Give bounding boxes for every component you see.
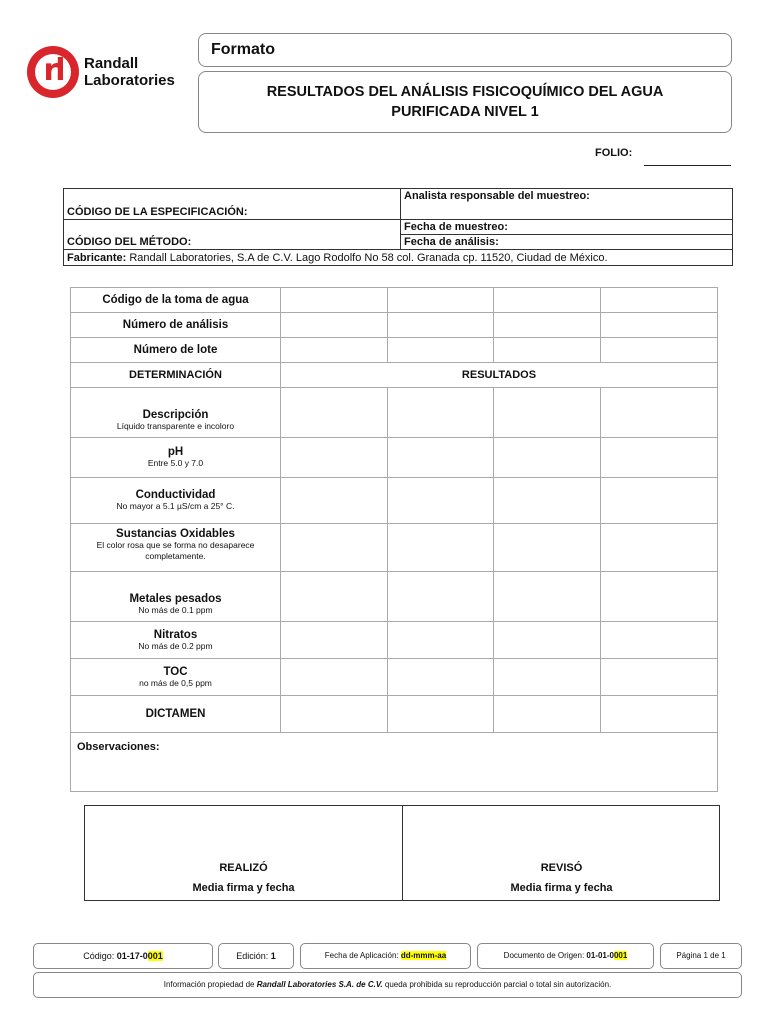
result-cell[interactable] [388, 338, 494, 363]
result-cell[interactable] [388, 388, 494, 438]
formato-label: Formato [198, 33, 732, 67]
result-cell[interactable] [494, 388, 601, 438]
conductividad-spec: No mayor a 5.1 µS/cm a 25° C. [116, 501, 235, 511]
result-cell[interactable] [388, 438, 494, 478]
documento-origen-label: Documento de Origen: [503, 951, 587, 960]
footer-documento-origen [477, 943, 654, 969]
codigo-toma-label: Código de la toma de agua [71, 288, 281, 313]
table-row [71, 438, 718, 478]
table-row [71, 622, 718, 659]
result-cell[interactable] [601, 338, 718, 363]
result-cell[interactable] [601, 572, 718, 622]
sustancias-cell [71, 524, 281, 572]
nitratos-cell [71, 622, 281, 659]
document-title-line1: RESULTADOS DEL ANÁLISIS FISICOQUÍMICO DEL AGUA [266, 84, 664, 100]
footer-fecha-aplicacion [300, 943, 471, 969]
realizo-signature[interactable] [85, 806, 402, 900]
result-cell[interactable] [281, 572, 388, 622]
table-row [71, 313, 718, 338]
fecha-muestreo-field[interactable]: Fecha de muestreo: [401, 220, 733, 235]
edicion-label: Edición: [236, 951, 271, 961]
result-cell[interactable] [494, 313, 601, 338]
table-row [71, 388, 718, 438]
table-row [71, 363, 718, 388]
result-cell[interactable] [388, 478, 494, 524]
resultados-header: RESULTADOS [281, 363, 718, 388]
result-cell[interactable] [601, 478, 718, 524]
ph-spec: Entre 5.0 y 7.0 [147, 458, 204, 468]
fecha-aplicacion-label: Fecha de Aplicación: [324, 951, 401, 960]
result-cell[interactable] [281, 338, 388, 363]
numero-analisis-label: Número de análisis [71, 313, 281, 338]
document-title [198, 71, 732, 133]
company-name-line2: Laboratories [84, 72, 175, 89]
codigo-especificacion-field[interactable]: CÓDIGO DE LA ESPECIFICACIÓN: [64, 189, 401, 220]
toc-cell [71, 659, 281, 696]
result-cell[interactable] [601, 438, 718, 478]
document-title-line2: PURIFICADA NIVEL 1 [391, 104, 539, 120]
result-cell[interactable] [388, 622, 494, 659]
specification-info-table [63, 188, 733, 266]
documento-origen-value-highlight: 001 [613, 951, 628, 960]
folio-label: FOLIO: [595, 147, 633, 159]
table-row [71, 478, 718, 524]
descripcion-label: Descripción [142, 409, 209, 421]
nitratos-spec: No más de 0.2 ppm [138, 640, 213, 651]
descripcion-spec: Líquido transparente e incoloro [116, 421, 235, 431]
numero-lote-label: Número de lote [71, 338, 281, 363]
result-cell[interactable] [281, 313, 388, 338]
result-cell[interactable] [388, 288, 494, 313]
sustancias-label: Sustancias Oxidables [116, 528, 235, 540]
reviso-signature[interactable] [402, 806, 720, 900]
result-cell[interactable] [494, 438, 601, 478]
result-cell[interactable] [388, 696, 494, 733]
table-row [71, 696, 718, 733]
result-cell[interactable] [281, 659, 388, 696]
metales-label: Metales pesados [129, 593, 222, 605]
result-cell[interactable] [281, 696, 388, 733]
fabricante-label: Fabricante: [67, 252, 127, 264]
codigo-metodo-field[interactable]: CÓDIGO DEL MÉTODO: [64, 220, 401, 250]
note-text-a: Información propiedad de [163, 980, 257, 989]
metales-cell [71, 572, 281, 622]
documento-origen-value-prefix: 01-01-0 [586, 951, 614, 960]
result-cell[interactable] [494, 524, 601, 572]
result-cell[interactable] [281, 622, 388, 659]
ph-cell [71, 438, 281, 478]
result-cell[interactable] [281, 438, 388, 478]
table-row [71, 659, 718, 696]
reviso-sub-label: Media firma y fecha [510, 882, 613, 894]
sustancias-spec: El color rosa que se forma no desaparece completamente. [96, 540, 255, 561]
footer-codigo [33, 943, 213, 969]
fabricante-value: Randall Laboratories, S.A de C.V. Lago Rodolfo No 58 col. Granada cp. 11520, Ciudad de México. [126, 252, 608, 264]
folio-field[interactable] [644, 165, 731, 166]
footer-pagina: Página 1 de 1 [660, 943, 742, 969]
result-cell[interactable] [601, 313, 718, 338]
result-cell[interactable] [494, 659, 601, 696]
result-cell[interactable] [601, 696, 718, 733]
codigo-label: Código: [83, 951, 117, 961]
results-table [70, 287, 718, 792]
footer-edicion [218, 943, 294, 969]
table-row [71, 338, 718, 363]
result-cell[interactable] [494, 338, 601, 363]
realizo-sub-label: Media firma y fecha [192, 882, 295, 894]
observaciones-field[interactable]: Observaciones: [71, 733, 718, 792]
result-cell[interactable] [388, 313, 494, 338]
codigo-value-highlight: 001 [147, 951, 163, 961]
analista-field[interactable]: Analista responsable del muestreo: [401, 189, 733, 220]
nitratos-label: Nitratos [153, 628, 198, 641]
result-cell[interactable] [601, 288, 718, 313]
result-cell[interactable] [601, 388, 718, 438]
result-cell[interactable] [494, 572, 601, 622]
table-row [71, 733, 718, 792]
realizo-label: REALIZÓ [219, 862, 268, 874]
company-name-line1: Randall [84, 55, 139, 72]
fecha-analisis-field[interactable]: Fecha de análisis: [401, 235, 733, 250]
table-row [71, 572, 718, 622]
result-cell[interactable] [494, 478, 601, 524]
note-company: Randall Laboratories S.A. de C.V. [256, 980, 383, 989]
metales-spec: No más de 0.1 ppm [138, 605, 213, 615]
note-text-b: queda prohibida su reproducción parcial o total sin autorización. [382, 980, 612, 989]
fecha-aplicacion-value: dd-mmm-aa [400, 951, 447, 960]
footer-confidentiality-note [33, 972, 742, 998]
result-cell[interactable] [494, 696, 601, 733]
result-cell[interactable] [388, 659, 494, 696]
result-cell[interactable] [281, 478, 388, 524]
conductividad-label: Conductividad [135, 489, 216, 501]
result-cell[interactable] [388, 572, 494, 622]
codigo-value-prefix: 01-17-0 [116, 951, 148, 961]
result-cell[interactable] [494, 622, 601, 659]
dictamen-label: DICTAMEN [71, 696, 281, 733]
result-cell[interactable] [388, 524, 494, 572]
signature-box [84, 805, 720, 901]
result-cell[interactable] [601, 524, 718, 572]
result-cell[interactable] [601, 622, 718, 659]
fabricante-row [64, 250, 733, 266]
result-cell[interactable] [601, 659, 718, 696]
conductividad-cell [71, 478, 281, 524]
determinacion-header: DETERMINACIÓN [71, 363, 281, 388]
result-cell[interactable] [281, 388, 388, 438]
table-row [71, 288, 718, 313]
toc-label: TOC [163, 665, 188, 678]
reviso-label: REVISÓ [540, 862, 583, 874]
result-cell[interactable] [494, 288, 601, 313]
logo-glyph: rl [43, 53, 63, 88]
edicion-value: 1 [270, 951, 276, 961]
result-cell[interactable] [281, 288, 388, 313]
company-logo-icon [27, 46, 79, 98]
toc-spec: no más de 0,5 ppm [139, 677, 212, 688]
company-name [84, 55, 175, 89]
descripcion-cell [71, 388, 281, 438]
ph-label: pH [167, 446, 184, 458]
table-row [71, 524, 718, 572]
result-cell[interactable] [281, 524, 388, 572]
